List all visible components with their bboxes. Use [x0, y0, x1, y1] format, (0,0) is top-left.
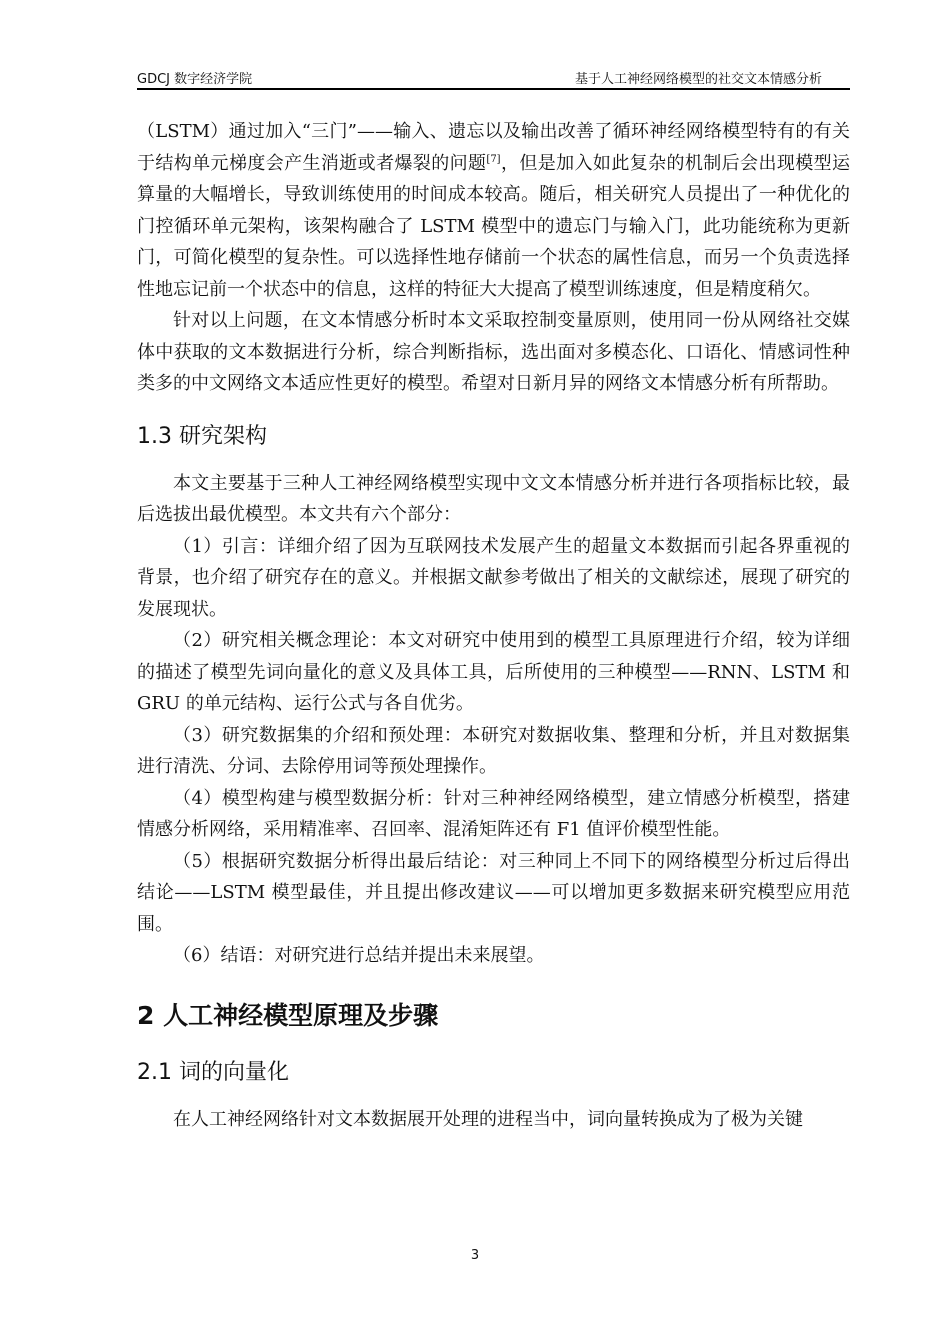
header-rule [137, 88, 850, 90]
page-number: 3 [470, 1248, 480, 1263]
paragraph-text: ，但是加入如此复杂的机制后会出现模型运算量的大幅增长，导致训练使用的时间成本较高。随后，相关研究人员提出了一种优化的门控循环单元架构，该架构融合了 LSTM 模型中的遗忘门与输入门，此功能统称为更新门，可简化模型的复杂性。可以选择性地存储前一个状态的属性信息，而另一个负责选择性地忘记前一个状态中的信息，这样的特征大大提高了模型训练速度，但是精度稍欠。 [137, 152, 851, 300]
list-item: （6）结语：对研究进行总结并提出未来展望。 [173, 945, 545, 966]
list-item: （4）模型构建与模型数据分析：针对三种神经网络模型，建立情感分析模型，搭建情感分析网络，采用精准率、召回率、混淆矩阵还有 F1 值评价模型性能。 [137, 787, 850, 840]
paragraph-overview: 本文主要基于三种人工神经网络模型实现中文文本情感分析并进行各项指标比较，最后选拔出最优模型。本文共有六个部分： [137, 472, 850, 525]
list-item: （1）引言：详细介绍了因为互联网技术发展产生的超量文本数据而引起各界重视的背景，也介绍了研究存在的意义。并根据文献参考做出了相关的文献综述，展现了研究的发展现状。 [137, 535, 850, 620]
paragraph-text: （LSTM）通过加入“三门”——输入、遗忘以及输出改善了循环神经网络模型特有的有关于结构单元梯度会产生消逝或者爆裂的问题 [137, 121, 850, 174]
paragraph-problem: 针对以上问题，在文本情感分析时本文采取控制变量原则，使用同一份从网络社交媒体中获取的文本数据进行分析，综合判断指标，选出面对多模态化、口语化、情感词性种类多的中文网络文本适应性更好的模型。希望对日新月异的网络文本情感分析有所帮助。 [137, 310, 850, 394]
header-title: 基于人工神经网络模型的社交文本情感分析 [574, 72, 822, 87]
paragraph-lstm-gru [137, 116, 850, 305]
citation: [7] [486, 153, 501, 165]
page-content [137, 116, 850, 1135]
section-heading-1-3: 1.3 研究架构 [137, 423, 267, 449]
paragraph-word-vectors: 在人工神经网络针对文本数据展开处理的进程当中，词向量转换成为了极为关键 [173, 1108, 803, 1130]
list-item: （3）研究数据集的介绍和预处理：本研究对数据收集、整理和分析，并且对数据集进行清洗、分词、去除停用词等预处理操作。 [137, 724, 850, 777]
header-institute: GDCJ 数字经济学院 [137, 72, 253, 87]
chapter-heading-2: 2 人工神经模型原理及步骤 [137, 1000, 439, 1030]
list-item: （2）研究相关概念理论：本文对研究中使用到的模型工具原理进行介绍，较为详细的描述了模型先词向量化的意义及具体工具，后所使用的三种模型——RNN、LSTM 和 GRU 的单元结构、运行公式与各自优劣。 [137, 630, 850, 714]
list-item: （5）根据研究数据分析得出最后结论：对三种同上不同下的网络模型分析过后得出结论——LSTM 模型最佳，并且提出修改建议——可以增加更多数据来研究模型应用范围。 [137, 850, 850, 935]
page-header [137, 64, 850, 90]
section-heading-2-1: 2.1 词的向量化 [137, 1059, 289, 1085]
